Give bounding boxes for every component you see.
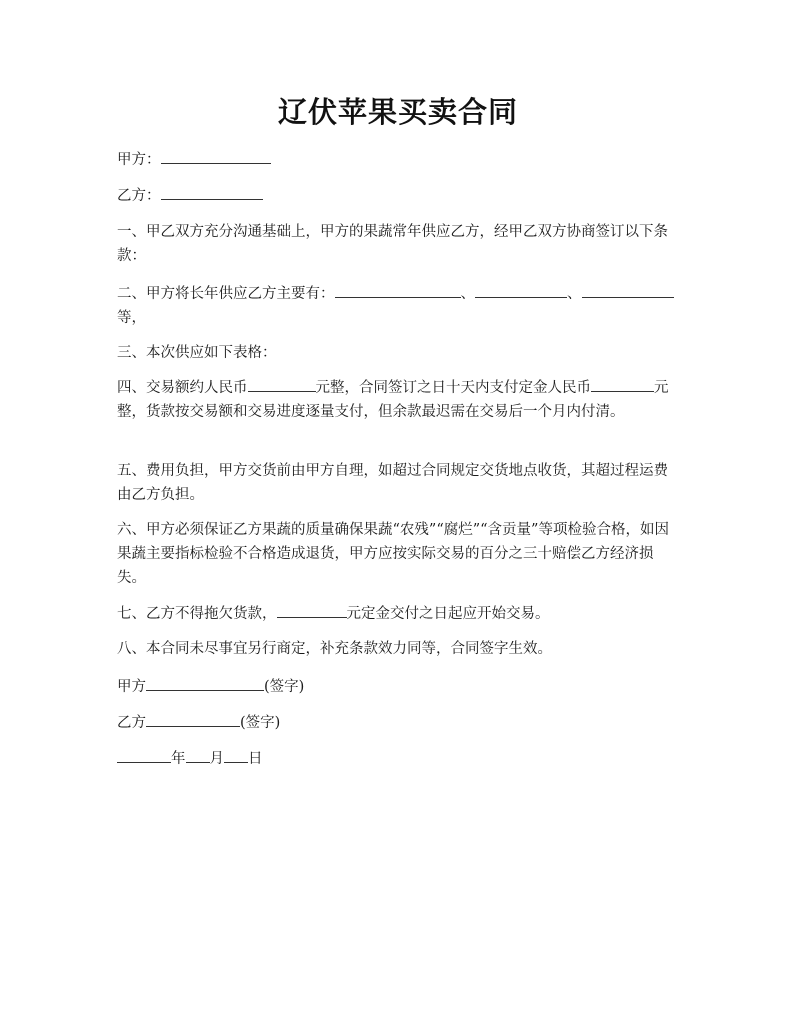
signature-b-blank: [146, 725, 240, 727]
date-day-label: 日: [248, 751, 263, 767]
clause-5: 五、费用负担，甲方交货前由甲方自理，如超过合同规定交货地点收货，其超过程运费由乙方负担。: [117, 463, 668, 503]
party-b-line: [117, 184, 682, 208]
clause-7-blank: [277, 616, 347, 618]
document-title: 辽伏苹果买卖合同: [277, 95, 518, 129]
clause-7: [117, 602, 682, 626]
clause-2-suffix: 等，: [117, 310, 146, 326]
signature-b-label: 乙方: [117, 715, 146, 731]
date-month-label: 月: [209, 751, 224, 767]
date-year-label: 年: [171, 751, 186, 767]
party-a-blank: [161, 162, 271, 164]
clause-2-sep-2: 、: [567, 286, 582, 302]
signature-a-label: 甲方: [117, 679, 146, 695]
clause-4-blank-2: [591, 390, 654, 392]
date-day-blank: [224, 761, 248, 763]
clause-2-sep-1: 、: [460, 286, 475, 302]
clause-3: 三、本次供应如下表格：: [117, 345, 277, 361]
signature-b-note: (签字): [240, 715, 281, 731]
clause-4-blank-1: [248, 390, 316, 392]
clause-2-prefix: 二、甲方将长年供应乙方主要有：: [117, 286, 335, 302]
party-a-label: 甲方：: [117, 152, 161, 168]
clause-7-prefix: 七、乙方不得拖欠货款，: [117, 606, 277, 622]
party-a-line: [117, 148, 682, 172]
signature-a-note: (签字): [264, 679, 305, 695]
clause-2-blank-2: [475, 296, 567, 298]
clause-4-part-3: 元整，货款按交易额和交易进度逐量支付，但余款最迟需在交易后一个月内付清。: [117, 380, 669, 420]
clause-6: 六、甲方必须保证乙方果蔬的质量确保果蔬“农残”“腐烂”“含贡量”等项检验合格，如因果蔬主要指标检验不合格造成退货，甲方应按实际交易的百分之三十赔偿乙方经济损失。: [117, 522, 669, 586]
date-year-blank: [117, 761, 171, 763]
clause-2-blank-1: [335, 296, 461, 298]
signature-party-b: [117, 711, 682, 735]
signature-a-blank: [146, 689, 264, 691]
date-month-blank: [186, 761, 210, 763]
party-b-label: 乙方：: [117, 188, 161, 204]
clause-4-part-1: 四、交易额约人民币: [117, 380, 248, 396]
clause-7-suffix: 元定金交付之日起应开始交易。: [346, 606, 550, 622]
clause-4: [117, 376, 682, 424]
clause-1: 一、甲乙双方充分沟通基础上，甲方的果蔬常年供应乙方，经甲乙双方协商签订以下条款：: [117, 224, 668, 264]
signature-party-a: [117, 675, 682, 699]
clause-2: [117, 282, 682, 330]
clause-2-blank-3: [582, 296, 674, 298]
clause-4-part-2: 元整，合同签订之日十天内支付定金人民币: [315, 380, 591, 396]
party-b-blank: [161, 198, 263, 200]
date-line: [117, 747, 682, 771]
clause-8: 八、本合同未尽事宜另行商定，补充条款效力同等，合同签字生效。: [117, 641, 552, 657]
